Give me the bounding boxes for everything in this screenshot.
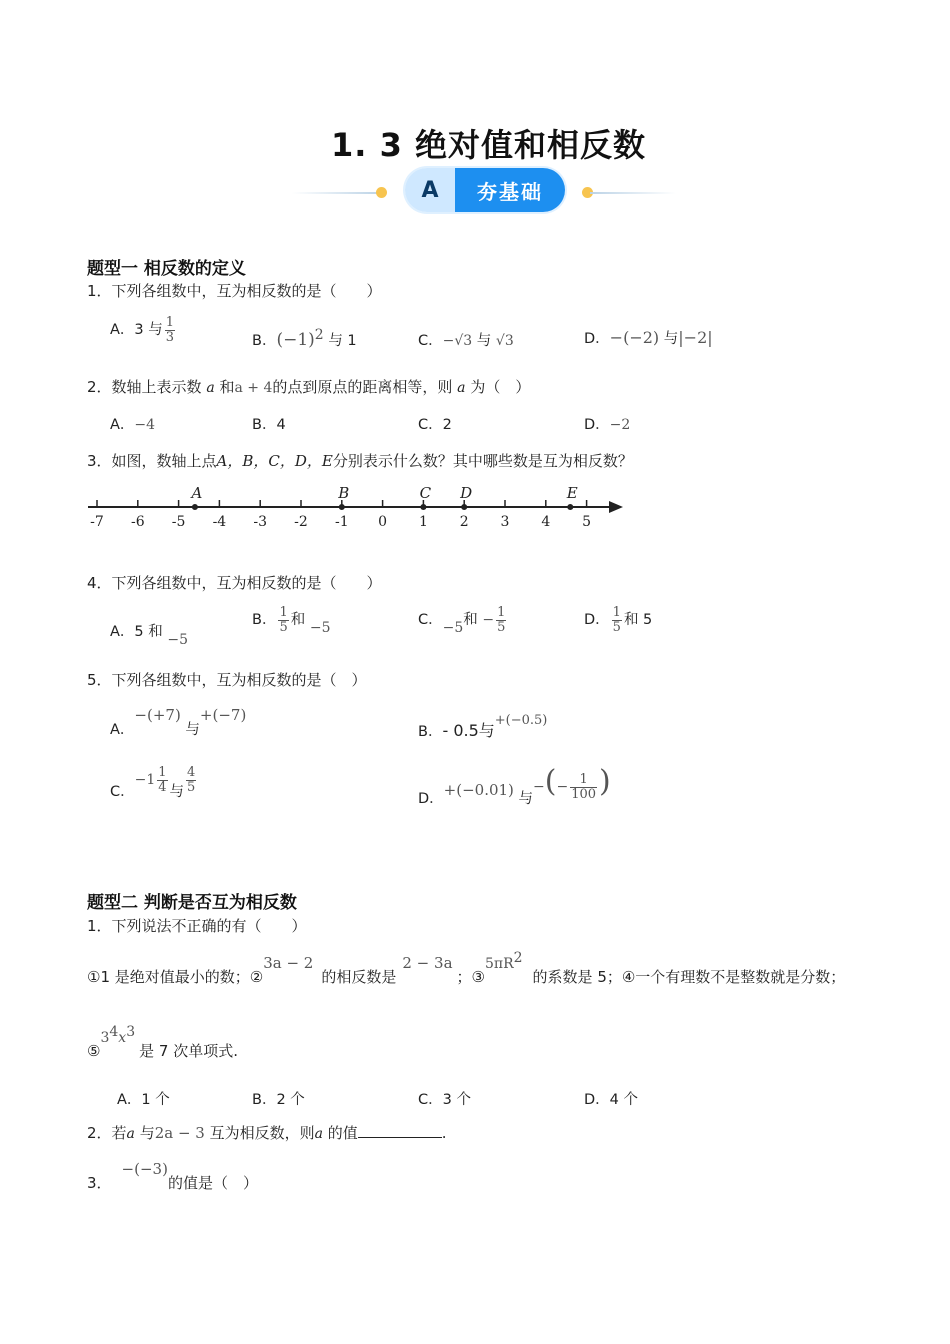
option-1-2-d[interactable]: D．−2 [584, 417, 631, 433]
option-1-1-d[interactable]: D．−(−2) 与|−2| [584, 328, 713, 347]
question-2-1-statement-5: $⑤3^4x^3$是 7 次单项式. [87, 1024, 238, 1060]
option-1-2-a[interactable]: A．−4 [110, 417, 156, 433]
tick-label: -4 [212, 514, 227, 530]
page-title: 1. 3 绝对值和相反数 [331, 126, 646, 164]
point-label-d: D [460, 484, 473, 502]
question-1-2-stem: 2．数轴上表示数 a 和a + 4的点到原点的距离相等，则 a 为（ ） [87, 378, 531, 396]
point-label-a: A [191, 484, 203, 502]
tick-label: -7 [90, 514, 104, 530]
question-1-5-stem: 5．下列各组数中，互为相反数的是（ ） [87, 671, 367, 689]
tick-label: -5 [171, 514, 186, 530]
option-2-1-c[interactable]: C．3 个 [418, 1092, 471, 1108]
left-divider [292, 192, 380, 194]
option-1-4-c[interactable]: C．−5和 − $\frac{1}{5}$ [418, 605, 506, 637]
option-2-1-b[interactable]: B．2 个 [252, 1092, 305, 1108]
question-1-3-stem: 3．如图，数轴上点A，B，C，D，E分别表示什么数？其中哪些数是互为相反数？ [87, 452, 633, 470]
question-1-1-stem: 1．下列各组数中，互为相反数的是（ ） [87, 282, 382, 300]
question-2-2-stem: 2．若a 与2a − 3 互为相反数，则a 的值 . [87, 1124, 447, 1142]
tick-label: -3 [253, 514, 268, 530]
option-1-5-d[interactable]: D．+(−0.01) 与−(− $\frac{1}{100}$ ) [418, 764, 611, 807]
question-2-3-stem: 3．−(−3)的值是（ ） [87, 1160, 258, 1192]
number-line-labels [90, 514, 591, 530]
point-label-b: B [338, 484, 350, 502]
option-1-5-a[interactable]: A．−(+7) 与+(−7) [110, 706, 247, 738]
point-e [567, 504, 573, 510]
answer-blank[interactable] [358, 1122, 442, 1138]
number-line [80, 478, 640, 534]
option-1-2-c[interactable]: C．2 [418, 417, 452, 433]
option-2-1-d[interactable]: D．4 个 [584, 1092, 638, 1108]
tick-label: -6 [130, 514, 145, 530]
fraction: $\frac{1}{3}$ [165, 315, 175, 345]
question-2-1-stem: 1．下列说法不正确的有（ ） [87, 917, 307, 935]
left-dot [376, 187, 387, 198]
tick-label: -2 [294, 514, 308, 530]
option-1-4-a[interactable]: A．5 和 −5 [110, 624, 189, 648]
level-badge [405, 168, 565, 212]
option-1-1-a[interactable]: A．3 与 $\frac{1}{3}$ [110, 315, 175, 345]
option-2-1-a[interactable]: A．1 个 [117, 1092, 170, 1108]
tick-label: 2 [459, 514, 469, 530]
tick-label: 4 [541, 514, 551, 530]
option-1-5-b[interactable]: B．- 0.5与+(−0.5) [418, 713, 548, 740]
tick-label: 5 [582, 514, 592, 530]
point-label-c: C [419, 484, 432, 502]
badge-letter: A [405, 168, 455, 212]
point-a [192, 504, 198, 510]
option-1-5-c[interactable]: C．−1 $\frac{1}{4}$ 与 $\frac{4}{5}$ [110, 765, 196, 801]
tick-label: 3 [500, 514, 510, 530]
option-1-4-b[interactable]: B． $\frac{1}{5}$ 和 −5 [252, 605, 331, 637]
option-1-1-b[interactable]: B．$(-1)^2$ 与 1 [252, 327, 357, 350]
point-label-e: E [566, 484, 578, 502]
tick-label: -1 [334, 514, 349, 530]
option-1-2-b[interactable]: B．4 [252, 417, 286, 433]
point-b [339, 504, 345, 510]
badge-text: 夯基础 [455, 168, 565, 212]
point-c [420, 504, 426, 510]
section-heading-1: 题型一 相反数的定义 [87, 259, 246, 279]
tick-label: 0 [378, 514, 388, 530]
tick-label: 1 [418, 514, 428, 530]
section-heading-2: 题型二 判断是否互为相反数 [87, 893, 297, 913]
question-2-1-statements: ①1 是绝对值最小的数；②3a − 2的相反数是2 − 3a；$③5\pi R^2$的系数是 5；④一个有理数不是整数就是分数； [87, 950, 846, 986]
option-1-1-c[interactable]: C．−√3 与 √3 [418, 333, 514, 349]
point-d [461, 504, 467, 510]
question-1-4-stem: 4．下列各组数中，互为相反数的是（ ） [87, 574, 382, 592]
option-1-4-d[interactable]: D． $\frac{1}{5}$ 和 5 [584, 605, 653, 635]
right-divider [590, 192, 676, 194]
